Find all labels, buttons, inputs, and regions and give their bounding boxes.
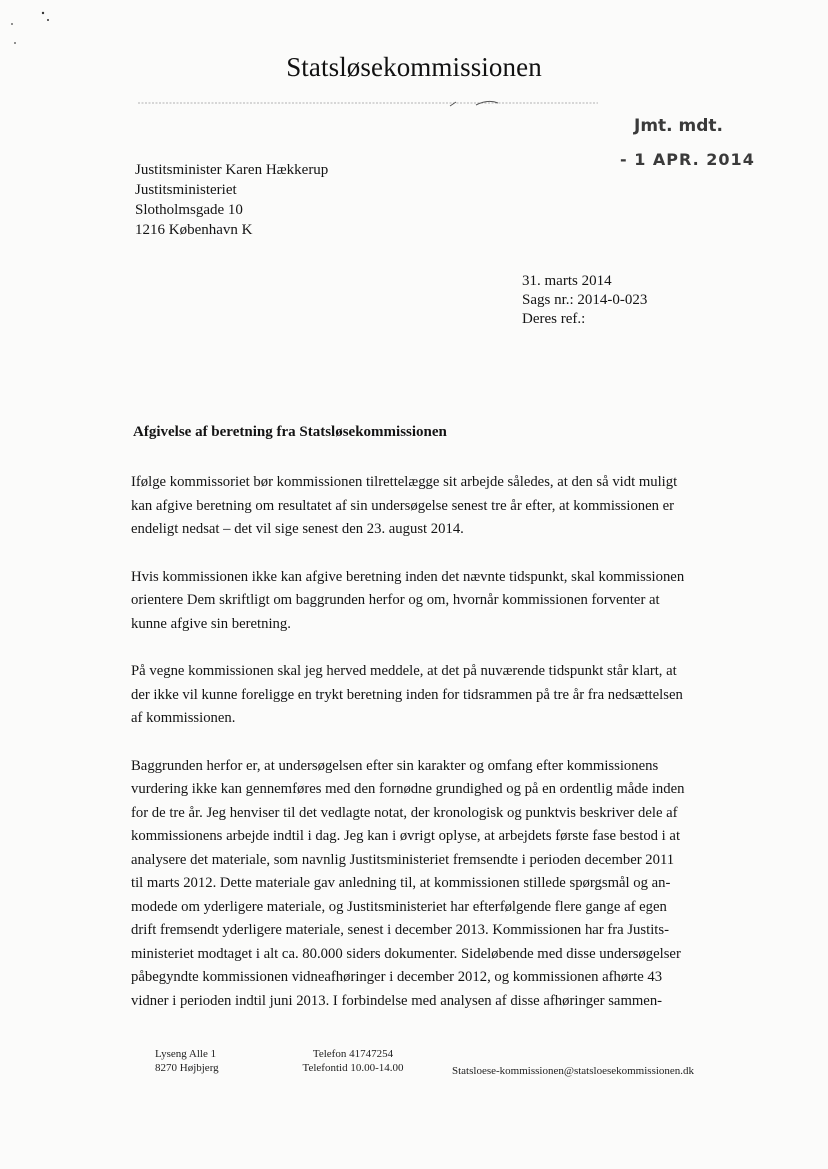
letterhead-rule	[138, 93, 598, 113]
recipient-address	[135, 160, 328, 240]
text-line: Ifølge kommissoriet bør kommissionen tilrettelægge sit arbejde således, at den så vidt muligt	[131, 474, 678, 490]
text-line: analysere det materiale, som navnlig Justitsministeriet fremsendte i perioden december 2011	[131, 851, 675, 868]
letterhead-title: Statsløsekommissionen	[286, 52, 542, 82]
scan-specks	[0, 0, 80, 60]
case-number: Sags nr.: 2014-0-023	[522, 292, 648, 308]
letter-meta	[522, 272, 647, 329]
handwritten-initials: Jmt. mdt.	[634, 116, 724, 136]
footer-phone-hours: Telefontid 10.00-14.00	[302, 1062, 404, 1074]
text-line: vidner i perioden indtil juni 2013. I forbindelse med analysen af disse afhøringer sammen-	[131, 992, 663, 1009]
footer-address	[155, 1047, 219, 1075]
text-line: af kommissionen.	[131, 710, 236, 726]
recipient-line: Justitsminister Karen Hækkerup	[135, 162, 329, 178]
paragraph	[131, 755, 731, 1014]
text-line: vurdering ikke kan gennemføres med den fornødne grundighed og på en ordentlig måde inden	[131, 781, 685, 797]
text-line: til marts 2012. Dette materiale gav anledning til, at kommissionen stillede spørgsmål og an-	[131, 875, 671, 891]
received-date-stamp: - 1 APR. 2014	[620, 150, 755, 169]
text-line: orientere Dem skriftligt om baggrunden herfor og om, hvornår kommissionen forventer at	[131, 592, 660, 608]
footer-email: Statsloese-kommissionen@statsloesekommissionen.dk	[452, 1065, 695, 1077]
text-line: Baggrunden herfor er, at undersøgelsen efter sin karakter og omfang efter kommissionens	[131, 757, 659, 774]
recipient-line: 1216 København K	[135, 222, 253, 238]
letter-date: 31. marts 2014	[522, 273, 612, 289]
your-reference: Deres ref.:	[522, 311, 586, 327]
text-line: drift fremsendt yderligere materiale, senest i december 2013. Kommissionen har fra Justits-	[131, 922, 669, 938]
text-line: På vegne kommissionen skal jeg herved meddele, at det på nuværende tidspunkt står klart, at	[131, 663, 677, 679]
paragraph	[131, 471, 731, 542]
paragraph	[131, 566, 731, 637]
text-line: endeligt nedsat – det vil sige senest den 23. august 2014.	[131, 521, 464, 537]
letter-body	[131, 471, 731, 1037]
paragraph	[131, 660, 731, 731]
text-line: kommissionens arbejde indtil i dag. Jeg kan i øvrigt oplyse, at arbejdets første fase bestod i at	[131, 828, 681, 844]
footer-phone-number: Telefon 41747254	[312, 1048, 394, 1060]
footer-street: Lyseng Alle 1	[155, 1048, 217, 1060]
text-line: påbegyndte kommissionen vidneafhøringer i december 2012, og kommissionen afhørte 43	[131, 969, 663, 985]
text-line: kan afgive beretning om resultatet af sin undersøgelse senest tre år efter, at kommissionen er	[131, 497, 675, 514]
text-line: for de tre år. Jeg henviser til det vedlagte notat, der kronologisk og punktvis beskriver dele af	[131, 804, 678, 821]
recipient-line: Justitsministeriet	[135, 182, 237, 198]
footer-city: 8270 Højbjerg	[155, 1062, 219, 1074]
text-line: kunne afgive sin beretning.	[131, 615, 291, 632]
footer-phone	[297, 1047, 409, 1075]
text-line: Hvis kommissionen ikke kan afgive beretning inden det nævnte tidspunkt, skal kommissionen	[131, 568, 685, 585]
text-line: der ikke vil kunne foreligge en trykt beretning inden for tidsrammen på tre år fra nedsættelsen	[131, 686, 683, 703]
text-line: modede om yderligere materiale, og Justitsministeriet har efterfølgende flere gange af egen	[131, 898, 667, 915]
letter-subject: Afgivelse af beretning fra Statsløsekommissionen	[133, 424, 447, 440]
text-line: ministeriet modtaget i alt ca. 80.000 siders dokumenter. Sideløbende med disse undersøgelser	[131, 945, 681, 962]
recipient-line: Slotholmsgade 10	[135, 202, 243, 218]
